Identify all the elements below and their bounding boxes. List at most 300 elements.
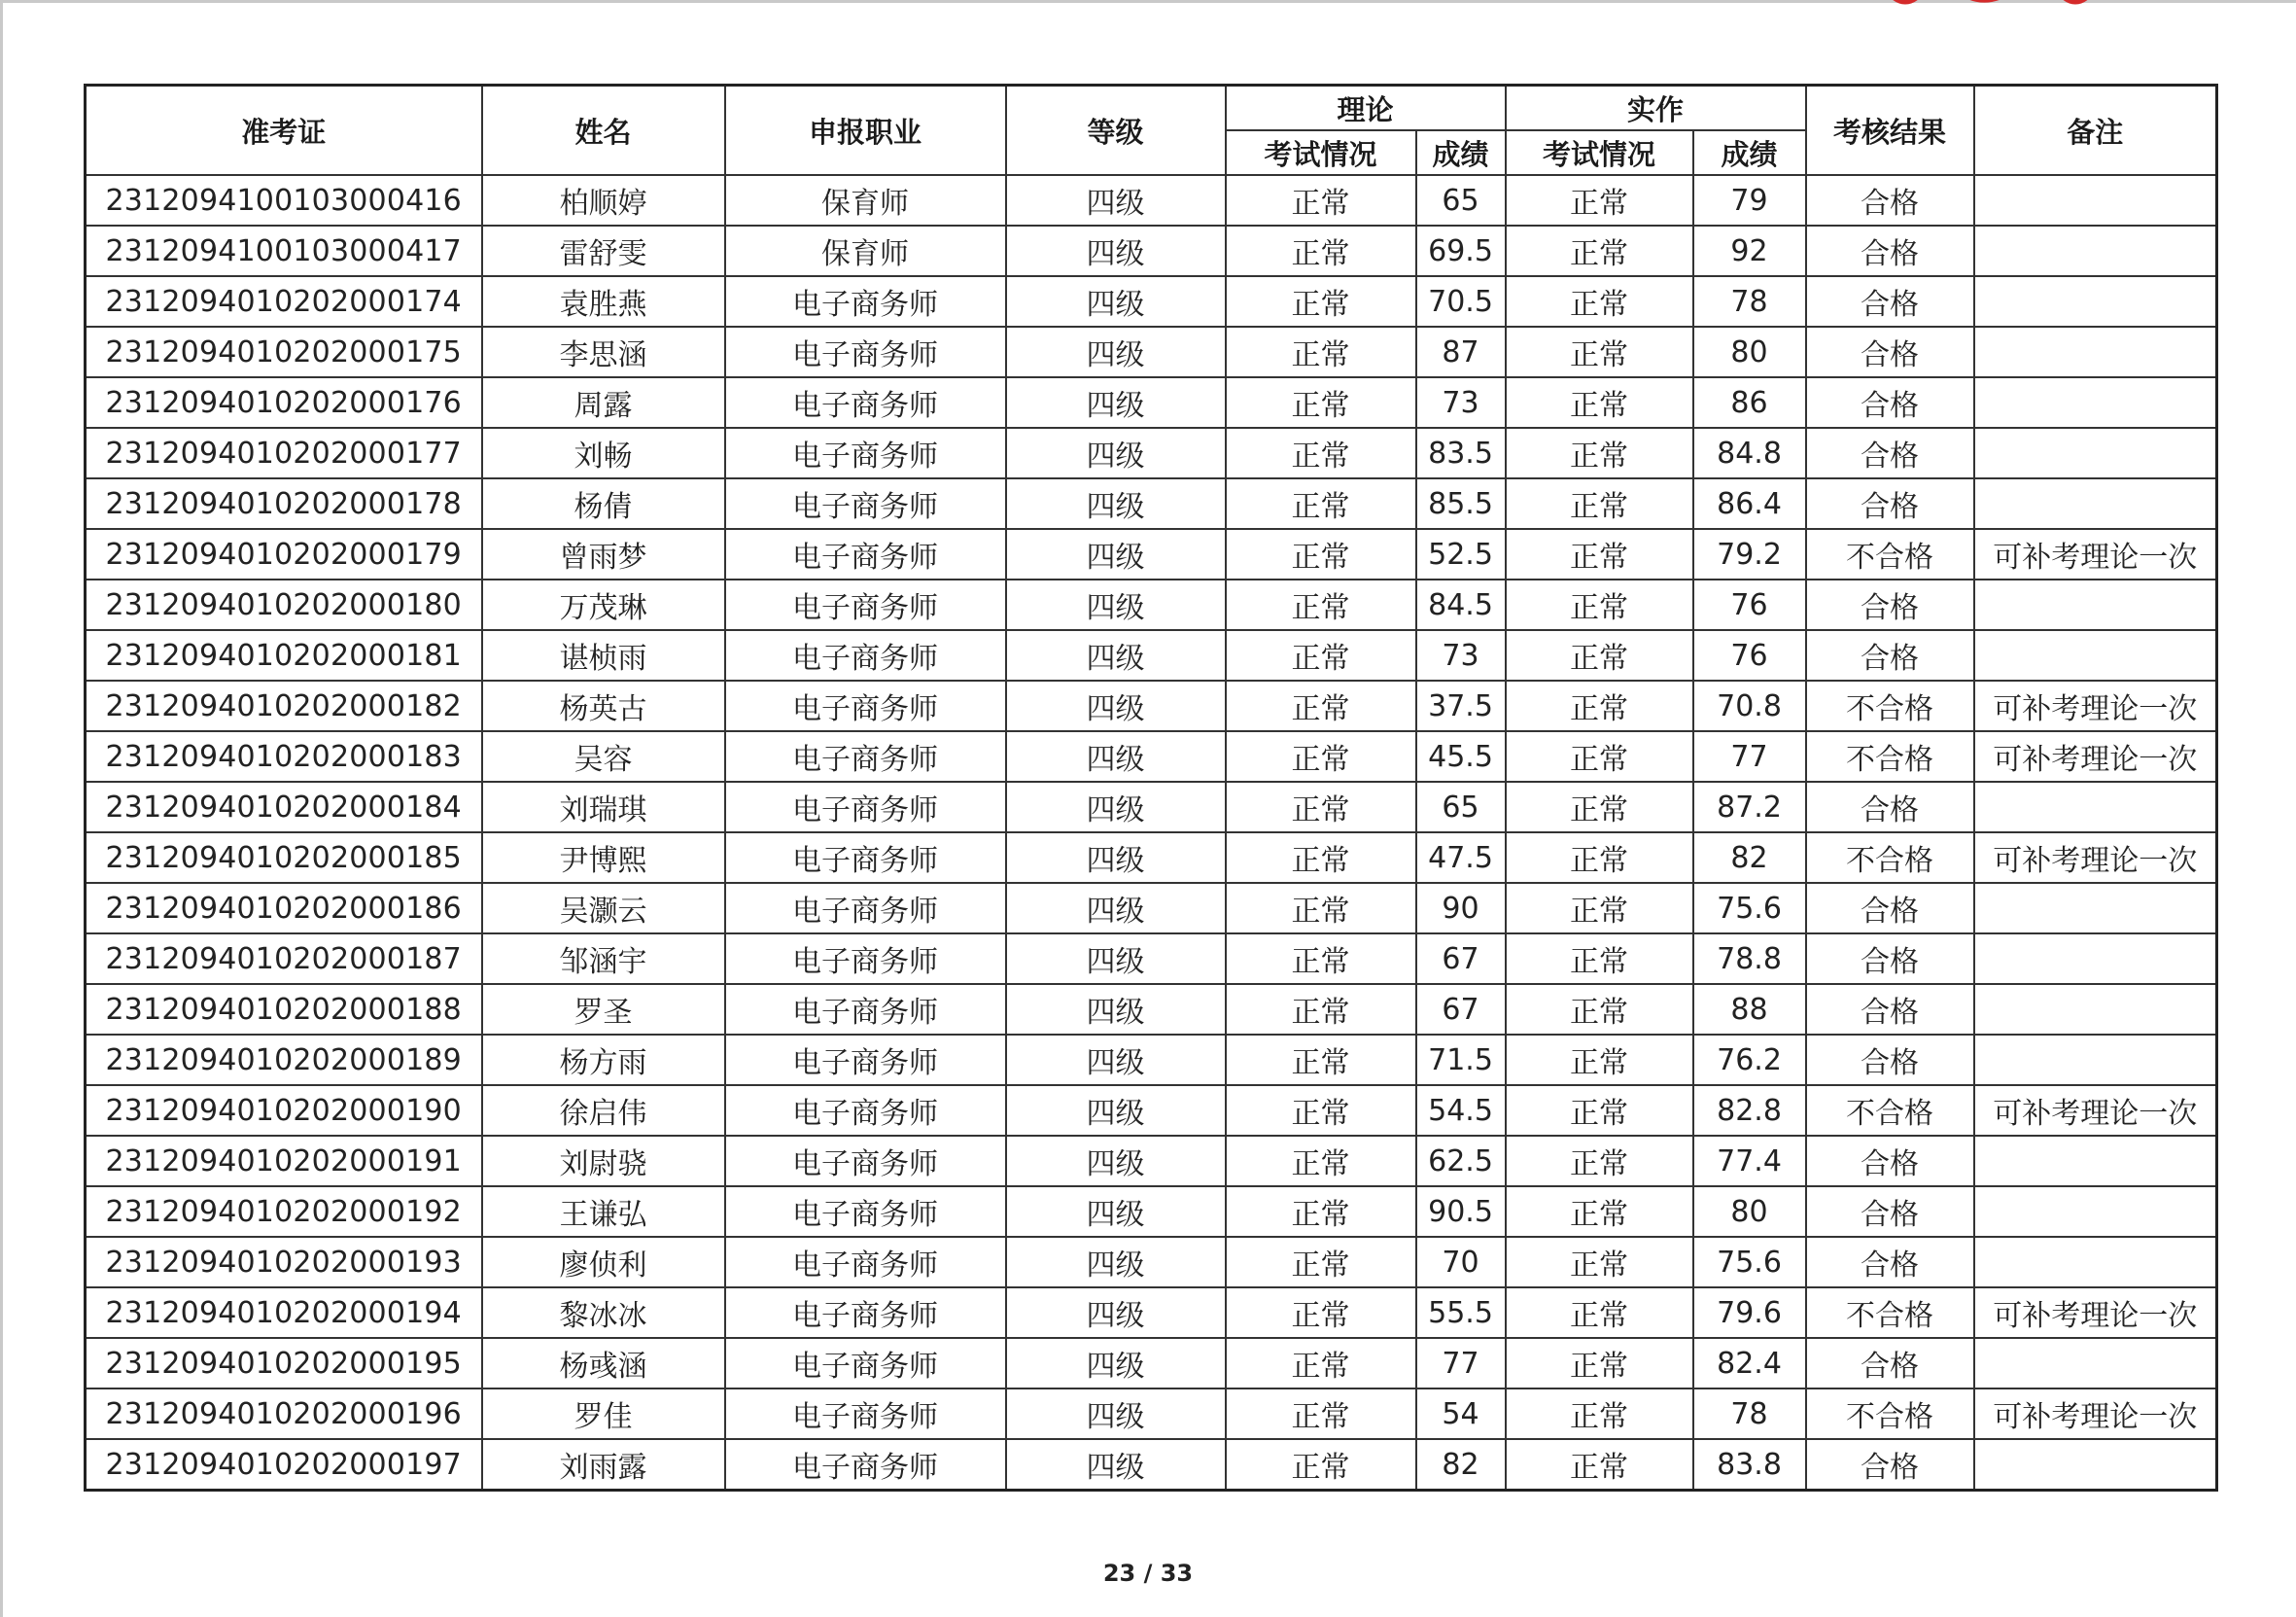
column-header-practical-score: 成绩	[1693, 130, 1806, 175]
table-row	[86, 1186, 2217, 1237]
theory-score-cell: 54	[1416, 1389, 1506, 1439]
remark-cell	[1974, 226, 2217, 276]
level-cell: 四级	[1006, 630, 1226, 681]
practical-score-cell: 70.8	[1693, 681, 1806, 731]
column-header-theory-score: 成绩	[1416, 130, 1506, 175]
remark-cell	[1974, 428, 2217, 478]
theory-status-cell: 正常	[1226, 1439, 1416, 1491]
practical-score-cell: 76	[1693, 630, 1806, 681]
theory-status-cell: 正常	[1226, 580, 1416, 630]
exam-id-cell: 2312094010202000189	[86, 1035, 482, 1085]
theory-status-cell: 正常	[1226, 883, 1416, 933]
practical-status-cell: 正常	[1506, 731, 1693, 782]
remark-cell	[1974, 1035, 2217, 1085]
occupation-cell: 保育师	[725, 175, 1006, 226]
results-sheet	[84, 84, 2215, 1492]
result-cell: 合格	[1806, 1186, 1974, 1237]
result-cell: 不合格	[1806, 731, 1974, 782]
exam-id-cell: 2312094010202000185	[86, 832, 482, 883]
result-cell: 合格	[1806, 1237, 1974, 1287]
result-cell: 合格	[1806, 782, 1974, 832]
level-cell: 四级	[1006, 1186, 1226, 1237]
remark-cell	[1974, 630, 2217, 681]
exam-id-cell: 2312094010202000196	[86, 1389, 482, 1439]
result-cell: 合格	[1806, 933, 1974, 984]
theory-score-cell: 65	[1416, 782, 1506, 832]
level-cell: 四级	[1006, 1085, 1226, 1136]
result-cell: 合格	[1806, 1338, 1974, 1389]
exam-id-cell: 2312094010202000191	[86, 1136, 482, 1186]
remark-cell	[1974, 175, 2217, 226]
remark-cell: 可补考理论一次	[1974, 1389, 2217, 1439]
practical-score-cell: 83.8	[1693, 1439, 1806, 1491]
table-row	[86, 731, 2217, 782]
name-cell: 万茂琳	[482, 580, 725, 630]
column-header-name: 姓名	[482, 86, 725, 176]
occupation-cell: 电子商务师	[725, 782, 1006, 832]
name-cell: 杨彧涵	[482, 1338, 725, 1389]
practical-score-cell: 79.6	[1693, 1287, 1806, 1338]
result-cell: 合格	[1806, 276, 1974, 327]
name-cell: 雷舒雯	[482, 226, 725, 276]
name-cell: 刘瑞琪	[482, 782, 725, 832]
exam-id-cell: 2312094010202000194	[86, 1287, 482, 1338]
result-cell: 合格	[1806, 883, 1974, 933]
practical-score-cell: 77.4	[1693, 1136, 1806, 1186]
occupation-cell: 保育师	[725, 226, 1006, 276]
practical-status-cell: 正常	[1506, 933, 1693, 984]
level-cell: 四级	[1006, 883, 1226, 933]
occupation-cell: 电子商务师	[725, 731, 1006, 782]
practical-score-cell: 76	[1693, 580, 1806, 630]
occupation-cell: 电子商务师	[725, 1136, 1006, 1186]
name-cell: 廖侦利	[482, 1237, 725, 1287]
practical-status-cell: 正常	[1506, 1035, 1693, 1085]
occupation-cell: 电子商务师	[725, 1186, 1006, 1237]
result-cell: 合格	[1806, 1136, 1974, 1186]
table-row	[86, 1136, 2217, 1186]
theory-score-cell: 82	[1416, 1439, 1506, 1491]
level-cell: 四级	[1006, 1136, 1226, 1186]
theory-status-cell: 正常	[1226, 478, 1416, 529]
name-cell: 吴灏云	[482, 883, 725, 933]
theory-status-cell: 正常	[1226, 984, 1416, 1035]
exam-id-cell: 2312094010202000192	[86, 1186, 482, 1237]
result-cell: 合格	[1806, 580, 1974, 630]
name-cell: 刘雨露	[482, 1439, 725, 1491]
exam-id-cell: 2312094010202000180	[86, 580, 482, 630]
level-cell: 四级	[1006, 428, 1226, 478]
practical-score-cell: 82.4	[1693, 1338, 1806, 1389]
name-cell: 刘尉骁	[482, 1136, 725, 1186]
exam-id-cell: 2312094010202000184	[86, 782, 482, 832]
practical-status-cell: 正常	[1506, 1338, 1693, 1389]
level-cell: 四级	[1006, 1439, 1226, 1491]
practical-score-cell: 88	[1693, 984, 1806, 1035]
table-row	[86, 327, 2217, 377]
column-header-practical-status: 考试情况	[1506, 130, 1693, 175]
exam-id-cell: 2312094010202000179	[86, 529, 482, 580]
theory-score-cell: 54.5	[1416, 1085, 1506, 1136]
result-cell: 不合格	[1806, 1287, 1974, 1338]
theory-score-cell: 71.5	[1416, 1035, 1506, 1085]
remark-cell	[1974, 580, 2217, 630]
remark-cell	[1974, 1439, 2217, 1491]
practical-status-cell: 正常	[1506, 984, 1693, 1035]
practical-status-cell: 正常	[1506, 1439, 1693, 1491]
theory-score-cell: 62.5	[1416, 1136, 1506, 1186]
name-cell: 曾雨梦	[482, 529, 725, 580]
theory-status-cell: 正常	[1226, 529, 1416, 580]
practical-status-cell: 正常	[1506, 832, 1693, 883]
level-cell: 四级	[1006, 1035, 1226, 1085]
theory-score-cell: 85.5	[1416, 478, 1506, 529]
theory-score-cell: 47.5	[1416, 832, 1506, 883]
remark-cell: 可补考理论一次	[1974, 529, 2217, 580]
theory-status-cell: 正常	[1226, 782, 1416, 832]
practical-score-cell: 79.2	[1693, 529, 1806, 580]
occupation-cell: 电子商务师	[725, 1085, 1006, 1136]
exam-id-cell: 2312094010202000186	[86, 883, 482, 933]
column-group-theory: 理论	[1226, 86, 1506, 131]
table-row	[86, 1389, 2217, 1439]
practical-status-cell: 正常	[1506, 1287, 1693, 1338]
occupation-cell: 电子商务师	[725, 1338, 1006, 1389]
theory-score-cell: 70.5	[1416, 276, 1506, 327]
exam-id-cell: 2312094100103000416	[86, 175, 482, 226]
theory-score-cell: 73	[1416, 377, 1506, 428]
practical-score-cell: 77	[1693, 731, 1806, 782]
occupation-cell: 电子商务师	[725, 580, 1006, 630]
theory-status-cell: 正常	[1226, 681, 1416, 731]
table-header	[86, 86, 2217, 176]
exam-id-cell: 2312094010202000183	[86, 731, 482, 782]
occupation-cell: 电子商务师	[725, 327, 1006, 377]
theory-status-cell: 正常	[1226, 1237, 1416, 1287]
practical-status-cell: 正常	[1506, 1389, 1693, 1439]
exam-results-table	[84, 84, 2218, 1492]
practical-status-cell: 正常	[1506, 327, 1693, 377]
practical-status-cell: 正常	[1506, 630, 1693, 681]
table-row	[86, 1287, 2217, 1338]
name-cell: 杨英古	[482, 681, 725, 731]
remark-cell	[1974, 276, 2217, 327]
table-row	[86, 630, 2217, 681]
remark-cell	[1974, 1136, 2217, 1186]
practical-status-cell: 正常	[1506, 428, 1693, 478]
occupation-cell: 电子商务师	[725, 478, 1006, 529]
occupation-cell: 电子商务师	[725, 832, 1006, 883]
theory-score-cell: 69.5	[1416, 226, 1506, 276]
practical-score-cell: 75.6	[1693, 883, 1806, 933]
level-cell: 四级	[1006, 731, 1226, 782]
occupation-cell: 电子商务师	[725, 1389, 1006, 1439]
result-cell: 合格	[1806, 226, 1974, 276]
result-cell: 不合格	[1806, 832, 1974, 883]
exam-id-cell: 2312094100103000417	[86, 226, 482, 276]
exam-id-cell: 2312094010202000193	[86, 1237, 482, 1287]
theory-score-cell: 65	[1416, 175, 1506, 226]
remark-cell	[1974, 782, 2217, 832]
table-row	[86, 276, 2217, 327]
occupation-cell: 电子商务师	[725, 1035, 1006, 1085]
level-cell: 四级	[1006, 1287, 1226, 1338]
theory-status-cell: 正常	[1226, 731, 1416, 782]
theory-score-cell: 70	[1416, 1237, 1506, 1287]
remark-cell	[1974, 377, 2217, 428]
level-cell: 四级	[1006, 226, 1226, 276]
remark-cell	[1974, 327, 2217, 377]
name-cell: 袁胜燕	[482, 276, 725, 327]
page-number: 23 / 33	[1102, 1560, 1194, 1587]
level-cell: 四级	[1006, 681, 1226, 731]
occupation-cell: 电子商务师	[725, 1237, 1006, 1287]
level-cell: 四级	[1006, 1389, 1226, 1439]
remark-cell	[1974, 984, 2217, 1035]
exam-id-cell: 2312094010202000178	[86, 478, 482, 529]
remark-cell	[1974, 478, 2217, 529]
theory-status-cell: 正常	[1226, 175, 1416, 226]
practical-status-cell: 正常	[1506, 1085, 1693, 1136]
theory-score-cell: 73	[1416, 630, 1506, 681]
practical-status-cell: 正常	[1506, 175, 1693, 226]
theory-score-cell: 90.5	[1416, 1186, 1506, 1237]
practical-score-cell: 78.8	[1693, 933, 1806, 984]
name-cell: 柏顺婷	[482, 175, 725, 226]
occupation-cell: 电子商务师	[725, 933, 1006, 984]
theory-score-cell: 67	[1416, 984, 1506, 1035]
remark-cell	[1974, 933, 2217, 984]
name-cell: 谌桢雨	[482, 630, 725, 681]
theory-status-cell: 正常	[1226, 226, 1416, 276]
exam-id-cell: 2312094010202000197	[86, 1439, 482, 1491]
table-row	[86, 1035, 2217, 1085]
exam-id-cell: 2312094010202000182	[86, 681, 482, 731]
column-header-theory-status: 考试情况	[1226, 130, 1416, 175]
practical-status-cell: 正常	[1506, 782, 1693, 832]
level-cell: 四级	[1006, 984, 1226, 1035]
level-cell: 四级	[1006, 933, 1226, 984]
table-row	[86, 1085, 2217, 1136]
result-cell: 合格	[1806, 428, 1974, 478]
theory-status-cell: 正常	[1226, 1389, 1416, 1439]
practical-status-cell: 正常	[1506, 1237, 1693, 1287]
name-cell: 吴容	[482, 731, 725, 782]
occupation-cell: 电子商务师	[725, 377, 1006, 428]
theory-score-cell: 83.5	[1416, 428, 1506, 478]
result-cell: 合格	[1806, 478, 1974, 529]
practical-score-cell: 86	[1693, 377, 1806, 428]
table-row	[86, 1237, 2217, 1287]
level-cell: 四级	[1006, 175, 1226, 226]
result-cell: 不合格	[1806, 681, 1974, 731]
result-cell: 合格	[1806, 175, 1974, 226]
theory-status-cell: 正常	[1226, 1287, 1416, 1338]
name-cell: 周露	[482, 377, 725, 428]
result-cell: 合格	[1806, 1439, 1974, 1491]
remark-cell: 可补考理论一次	[1974, 681, 2217, 731]
practical-score-cell: 82	[1693, 832, 1806, 883]
practical-score-cell: 82.8	[1693, 1085, 1806, 1136]
practical-score-cell: 78	[1693, 1389, 1806, 1439]
practical-status-cell: 正常	[1506, 681, 1693, 731]
practical-score-cell: 78	[1693, 276, 1806, 327]
occupation-cell: 电子商务师	[725, 630, 1006, 681]
table-row	[86, 832, 2217, 883]
name-cell: 徐启伟	[482, 1085, 725, 1136]
practical-score-cell: 79	[1693, 175, 1806, 226]
theory-score-cell: 90	[1416, 883, 1506, 933]
remark-cell: 可补考理论一次	[1974, 1287, 2217, 1338]
name-cell: 杨方雨	[482, 1035, 725, 1085]
level-cell: 四级	[1006, 377, 1226, 428]
theory-status-cell: 正常	[1226, 327, 1416, 377]
table-row	[86, 984, 2217, 1035]
level-cell: 四级	[1006, 580, 1226, 630]
practical-status-cell: 正常	[1506, 377, 1693, 428]
theory-status-cell: 正常	[1226, 377, 1416, 428]
practical-status-cell: 正常	[1506, 478, 1693, 529]
exam-id-cell: 2312094010202000181	[86, 630, 482, 681]
exam-id-cell: 2312094010202000176	[86, 377, 482, 428]
theory-score-cell: 87	[1416, 327, 1506, 377]
occupation-cell: 电子商务师	[725, 984, 1006, 1035]
table-row	[86, 1338, 2217, 1389]
remark-cell	[1974, 1186, 2217, 1237]
theory-score-cell: 84.5	[1416, 580, 1506, 630]
table-row	[86, 377, 2217, 428]
name-cell: 邹涵宇	[482, 933, 725, 984]
practical-status-cell: 正常	[1506, 883, 1693, 933]
result-cell: 合格	[1806, 377, 1974, 428]
occupation-cell: 电子商务师	[725, 883, 1006, 933]
remark-cell	[1974, 1237, 2217, 1287]
table-row	[86, 175, 2217, 226]
theory-score-cell: 67	[1416, 933, 1506, 984]
practical-status-cell: 正常	[1506, 1186, 1693, 1237]
practical-score-cell: 80	[1693, 1186, 1806, 1237]
result-cell: 合格	[1806, 630, 1974, 681]
name-cell: 杨倩	[482, 478, 725, 529]
theory-status-cell: 正常	[1226, 1186, 1416, 1237]
table-row	[86, 883, 2217, 933]
practical-status-cell: 正常	[1506, 529, 1693, 580]
theory-score-cell: 77	[1416, 1338, 1506, 1389]
table-row	[86, 580, 2217, 630]
table-body	[86, 175, 2217, 1491]
theory-status-cell: 正常	[1226, 1136, 1416, 1186]
exam-id-cell: 2312094010202000175	[86, 327, 482, 377]
practical-status-cell: 正常	[1506, 1136, 1693, 1186]
column-group-practical: 实作	[1506, 86, 1806, 131]
table-row	[86, 529, 2217, 580]
level-cell: 四级	[1006, 832, 1226, 883]
occupation-cell: 电子商务师	[725, 276, 1006, 327]
column-header-remark: 备注	[1974, 86, 2217, 176]
occupation-cell: 电子商务师	[725, 1287, 1006, 1338]
theory-status-cell: 正常	[1226, 276, 1416, 327]
practical-score-cell: 84.8	[1693, 428, 1806, 478]
occupation-cell: 电子商务师	[725, 1439, 1006, 1491]
result-cell: 合格	[1806, 984, 1974, 1035]
level-cell: 四级	[1006, 327, 1226, 377]
exam-id-cell: 2312094010202000190	[86, 1085, 482, 1136]
theory-status-cell: 正常	[1226, 1085, 1416, 1136]
red-seal-fragment	[1876, 0, 2207, 14]
practical-status-cell: 正常	[1506, 580, 1693, 630]
name-cell: 罗佳	[482, 1389, 725, 1439]
theory-status-cell: 正常	[1226, 832, 1416, 883]
table-row	[86, 226, 2217, 276]
name-cell: 刘畅	[482, 428, 725, 478]
name-cell: 王谦弘	[482, 1186, 725, 1237]
theory-score-cell: 45.5	[1416, 731, 1506, 782]
level-cell: 四级	[1006, 478, 1226, 529]
exam-id-cell: 2312094010202000174	[86, 276, 482, 327]
table-row	[86, 681, 2217, 731]
name-cell: 李思涵	[482, 327, 725, 377]
column-header-level: 等级	[1006, 86, 1226, 176]
theory-score-cell: 37.5	[1416, 681, 1506, 731]
column-header-exam-id: 准考证	[86, 86, 482, 176]
occupation-cell: 电子商务师	[725, 529, 1006, 580]
remark-cell	[1974, 883, 2217, 933]
practical-score-cell: 92	[1693, 226, 1806, 276]
level-cell: 四级	[1006, 529, 1226, 580]
practical-score-cell: 80	[1693, 327, 1806, 377]
name-cell: 黎冰冰	[482, 1287, 725, 1338]
result-cell: 不合格	[1806, 1085, 1974, 1136]
theory-status-cell: 正常	[1226, 933, 1416, 984]
table-row	[86, 933, 2217, 984]
table-row	[86, 478, 2217, 529]
theory-status-cell: 正常	[1226, 428, 1416, 478]
exam-id-cell: 2312094010202000188	[86, 984, 482, 1035]
result-cell: 不合格	[1806, 1389, 1974, 1439]
practical-status-cell: 正常	[1506, 226, 1693, 276]
theory-score-cell: 55.5	[1416, 1287, 1506, 1338]
practical-score-cell: 86.4	[1693, 478, 1806, 529]
column-header-result: 考核结果	[1806, 86, 1974, 176]
theory-status-cell: 正常	[1226, 1035, 1416, 1085]
remark-cell: 可补考理论一次	[1974, 1085, 2217, 1136]
exam-id-cell: 2312094010202000195	[86, 1338, 482, 1389]
practical-score-cell: 87.2	[1693, 782, 1806, 832]
column-header-occupation: 申报职业	[725, 86, 1006, 176]
level-cell: 四级	[1006, 782, 1226, 832]
practical-score-cell: 76.2	[1693, 1035, 1806, 1085]
practical-status-cell: 正常	[1506, 276, 1693, 327]
occupation-cell: 电子商务师	[725, 681, 1006, 731]
theory-status-cell: 正常	[1226, 630, 1416, 681]
level-cell: 四级	[1006, 1237, 1226, 1287]
exam-id-cell: 2312094010202000187	[86, 933, 482, 984]
result-cell: 合格	[1806, 1035, 1974, 1085]
table-row	[86, 782, 2217, 832]
level-cell: 四级	[1006, 276, 1226, 327]
theory-status-cell: 正常	[1226, 1338, 1416, 1389]
name-cell: 尹博熙	[482, 832, 725, 883]
remark-cell	[1974, 1338, 2217, 1389]
result-cell: 合格	[1806, 327, 1974, 377]
exam-id-cell: 2312094010202000177	[86, 428, 482, 478]
occupation-cell: 电子商务师	[725, 428, 1006, 478]
level-cell: 四级	[1006, 1338, 1226, 1389]
practical-score-cell: 75.6	[1693, 1237, 1806, 1287]
table-row	[86, 428, 2217, 478]
theory-score-cell: 52.5	[1416, 529, 1506, 580]
name-cell: 罗圣	[482, 984, 725, 1035]
